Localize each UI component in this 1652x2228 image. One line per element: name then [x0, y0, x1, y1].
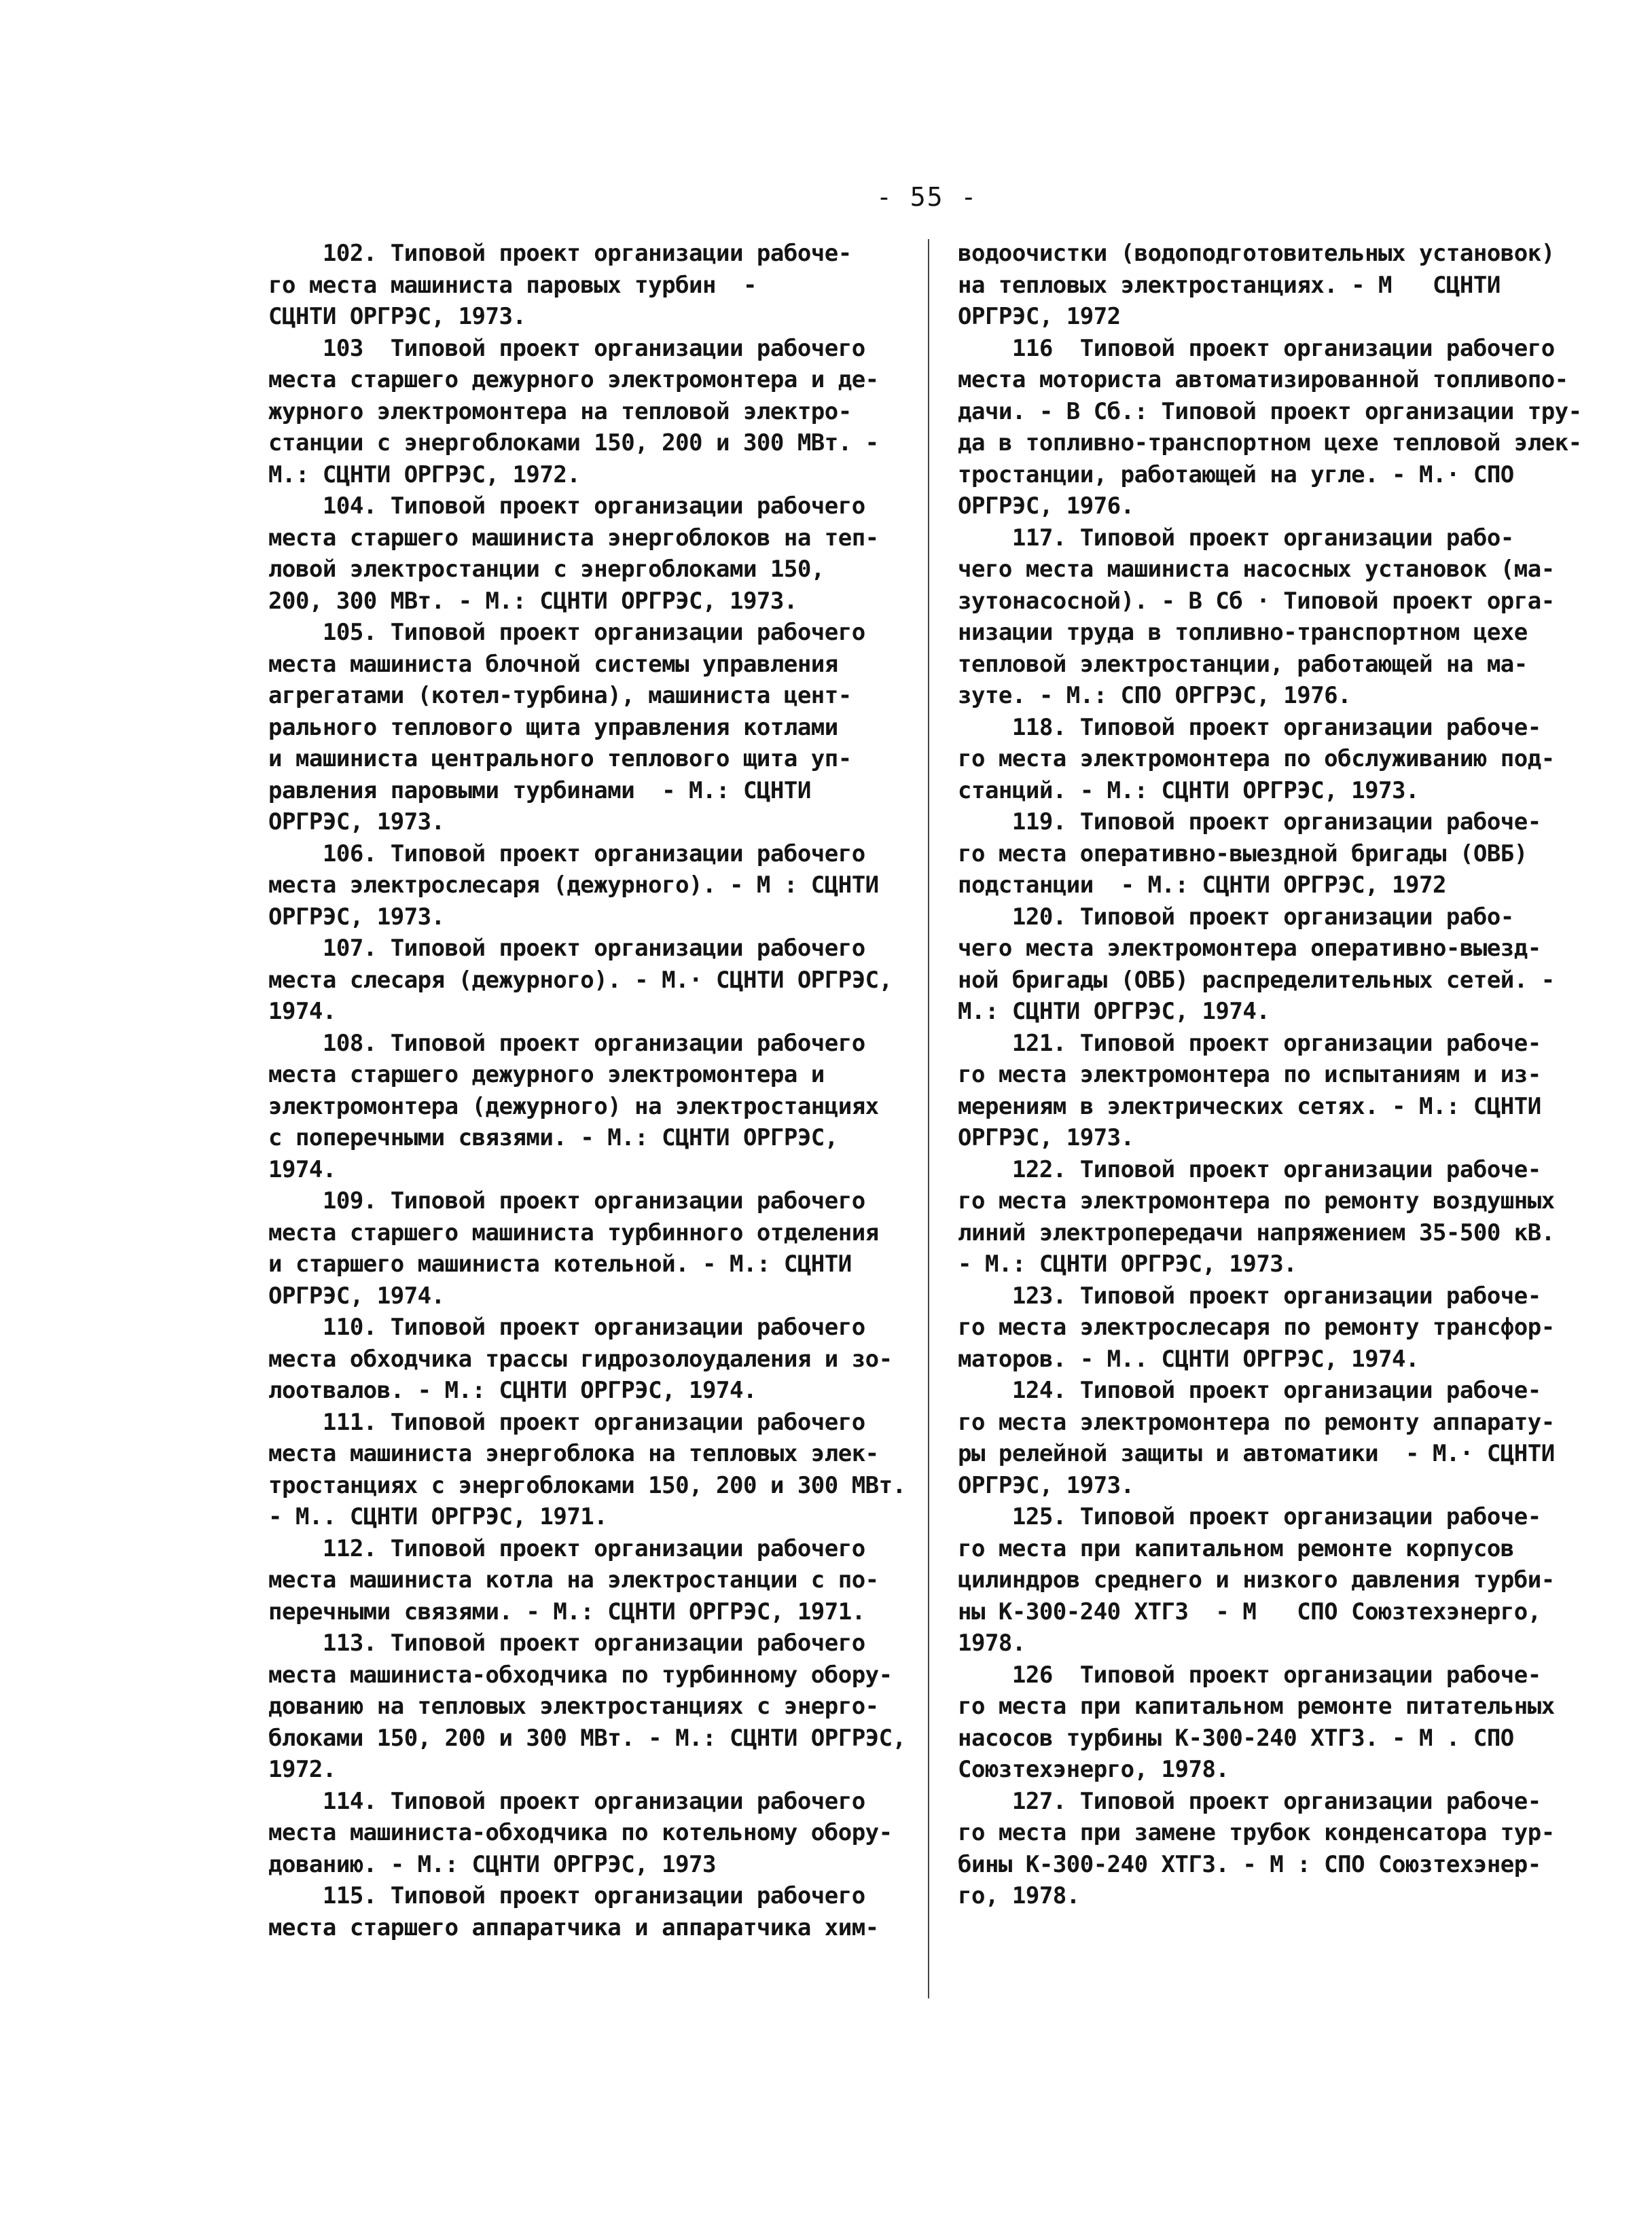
text-line: места старшего дежурного электромонтера и: [268, 1061, 825, 1088]
text-line: места слесаря (дежурного). - М.· СЦНТИ ОРГРЭС,: [268, 966, 893, 994]
text-line: цилиндров среднего и низкого давления турби-: [958, 1566, 1555, 1594]
text-line: - М.. СЦНТИ ОРГРЭС, 1971.: [268, 1503, 608, 1530]
text-line: 113. Типовой проект организации рабочего: [268, 1630, 865, 1657]
text-line: насосов турбины К-300-240 ХТГЗ. - М . СПО: [958, 1724, 1514, 1752]
text-line: го места электромонтера по ремонту воздушных: [958, 1187, 1555, 1215]
text-line: 126 Типовой проект организации рабоче-: [958, 1661, 1541, 1689]
text-line: 127. Типовой проект организации рабоче-: [958, 1787, 1541, 1815]
text-line: линий электропередачи напряжением 35-500 кВ.: [958, 1219, 1555, 1246]
text-line: места старшего машиниста энергоблоков на теп-: [268, 524, 879, 552]
text-line: места старшего дежурного электромонтера и де-: [268, 366, 879, 393]
text-line: ры релейной защиты и автоматики - М.· СЦНТИ: [958, 1440, 1555, 1467]
text-line: 1974.: [268, 998, 336, 1025]
text-line: 200, 300 МВт. - М.: СЦНТИ ОРГРЭС, 1973.: [268, 587, 797, 615]
text-line: и старшего машиниста котельной. - М.: СЦНТИ: [268, 1251, 852, 1278]
text-line: 102. Типовой проект организации рабоче-: [268, 240, 852, 267]
text-line: низации труда в топливно-транспортном цехе: [958, 619, 1528, 646]
text-line: агрегатами (котел-турбина), машиниста цент-: [268, 682, 852, 709]
text-line: 121. Типовой проект организации рабоче-: [958, 1029, 1541, 1057]
text-line: 124. Типовой проект организации рабоче-: [958, 1377, 1541, 1404]
text-line: места электрослесаря (дежурного). - М : СЦНТИ: [268, 872, 879, 899]
text-line: 111. Типовой проект организации рабочего: [268, 1408, 865, 1436]
text-line: 104. Типовой проект организации рабочего: [268, 492, 865, 520]
text-line: ОРГРЭС, 1972: [958, 303, 1121, 330]
text-line: го места электромонтера по обслуживанию под-: [958, 745, 1555, 772]
left-column: [268, 238, 906, 1943]
text-line: с поперечными связями. - М.: СЦНТИ ОРГРЭС,: [268, 1124, 838, 1151]
text-line: ны К-300-240 ХТГЗ - М СПО Союзтехэнерго,: [958, 1598, 1541, 1625]
text-line: 120. Типовой проект организации рабо-: [958, 903, 1514, 931]
text-line: тростанциях с энергоблоками 150, 200 и 300 МВт.: [268, 1471, 906, 1499]
text-line: тростанции, работающей на угле. - М.· СПО: [958, 461, 1514, 488]
text-line: места старшего аппаратчика и аппаратчика хим-: [268, 1913, 879, 1941]
page-number: - 55 -: [876, 182, 978, 212]
text-line: блоками 150, 200 и 300 МВт. - М.: СЦНТИ ОРГРЭС,: [268, 1724, 906, 1752]
text-line: 107. Типовой проект организации рабочего: [268, 935, 865, 962]
text-line: 1972.: [268, 1756, 336, 1783]
text-line: ОРГРЭС, 1973.: [958, 1124, 1134, 1151]
text-line: маторов. - М.. СЦНТИ ОРГРЭС, 1974.: [958, 1345, 1419, 1373]
text-line: тепловой электростанции, работающей на ма-: [958, 650, 1528, 678]
text-line: места машиниста-обходчика по котельному обору-: [268, 1819, 893, 1846]
text-line: 115. Типовой проект организации рабочего: [268, 1882, 865, 1909]
column-divider: [928, 239, 929, 1998]
text-line: журного электромонтера на тепловой электро-: [268, 397, 852, 425]
text-line: места машиниста котла на электростанции с по-: [268, 1566, 879, 1594]
right-column: [958, 238, 1582, 1912]
text-line: 118. Типовой проект организации рабоче-: [958, 713, 1541, 741]
text-line: станций. - М.: СЦНТИ ОРГРЭС, 1973.: [958, 776, 1419, 804]
text-line: го места при капитальном ремонте питательных: [958, 1693, 1555, 1720]
text-line: электромонтера (дежурного) на электростанциях: [268, 1092, 879, 1120]
text-line: ОРГРЭС, 1973.: [268, 903, 445, 931]
text-line: водоочистки (водоподготовительных установок): [958, 240, 1555, 267]
text-line: рального теплового щита управления котлами: [268, 713, 838, 741]
text-line: места обходчика трассы гидрозолоудаления и зо-: [268, 1345, 893, 1373]
text-line: перечными связями. - М.: СЦНТИ ОРГРЭС, 1971.: [268, 1598, 865, 1625]
text-line: места моториста автоматизированной топливопо-: [958, 366, 1568, 393]
text-line: места машиниста энергоблока на тепловых элек-: [268, 1440, 879, 1467]
text-line: го места машиниста паровых турбин -: [268, 271, 757, 299]
text-line: зутонасосной). - В Сб · Типовой проект орга-: [958, 587, 1555, 615]
text-line: 117. Типовой проект организации рабо-: [958, 524, 1514, 552]
text-line: го места оперативно-выездной бригады (ОВБ): [958, 840, 1528, 867]
text-line: места машиниста-обходчика по турбинному обору-: [268, 1661, 893, 1689]
text-line: подстанции - М.: СЦНТИ ОРГРЭС, 1972: [958, 872, 1446, 899]
text-line: чего места электромонтера оперативно-выезд-: [958, 935, 1541, 962]
text-line: ОРГРЭС, 1973.: [958, 1471, 1134, 1499]
text-line: дованию на тепловых электростанциях с энерго-: [268, 1693, 879, 1720]
text-line: на тепловых электростанциях. - М СЦНТИ: [958, 271, 1501, 299]
text-line: го места при капитальном ремонте корпусов: [958, 1534, 1514, 1562]
text-line: места старшего машиниста турбинного отделения: [268, 1219, 879, 1246]
text-line: М.: СЦНТИ ОРГРЭС, 1974.: [958, 998, 1270, 1025]
text-line: ОРГРЭС, 1973.: [268, 808, 445, 836]
text-line: го места при замене трубок конденсатора тур-: [958, 1819, 1555, 1846]
text-line: ловой электростанции с энергоблоками 150,: [268, 556, 825, 583]
text-line: 119. Типовой проект организации рабоче-: [958, 808, 1541, 836]
text-line: равления паровыми турбинами - М.: СЦНТИ: [268, 776, 811, 804]
text-line: места машиниста блочной системы управления: [268, 650, 838, 678]
text-line: СЦНТИ ОРГРЭС, 1973.: [268, 303, 526, 330]
text-line: 1978.: [958, 1630, 1026, 1657]
text-line: 103 Типовой проект организации рабочего: [268, 334, 865, 362]
text-line: 109. Типовой проект организации рабочего: [268, 1187, 865, 1215]
text-line: и машиниста центрального теплового щита уп-: [268, 745, 852, 772]
text-line: 108. Типовой проект организации рабочего: [268, 1029, 865, 1057]
text-line: дованию. - М.: СЦНТИ ОРГРЭС, 1973: [268, 1850, 717, 1878]
text-line: дачи. - В Сб.: Типовой проект организации тру-: [958, 397, 1582, 425]
text-line: бины К-300-240 ХТГЗ. - М : СПО Союзтехэнер-: [958, 1850, 1541, 1878]
text-line: 112. Типовой проект организации рабочего: [268, 1534, 865, 1562]
text-line: станции с энергоблоками 150, 200 и 300 МВт. -: [268, 429, 879, 456]
text-line: го места электрослесаря по ремонту трансфор-: [958, 1314, 1555, 1341]
text-line: го места электромонтера по ремонту аппарату-: [958, 1408, 1555, 1436]
text-line: 1974.: [268, 1155, 336, 1183]
text-line: 114. Типовой проект организации рабочего: [268, 1787, 865, 1815]
text-line: зуте. - М.: СПО ОРГРЭС, 1976.: [958, 682, 1352, 709]
text-line: ОРГРЭС, 1976.: [958, 492, 1134, 520]
text-line: 106. Типовой проект организации рабочего: [268, 840, 865, 867]
text-line: ной бригады (ОВБ) распределительных сетей. -: [958, 966, 1555, 994]
text-line: - М.: СЦНТИ ОРГРЭС, 1973.: [958, 1251, 1297, 1278]
text-line: Союзтехэнерго, 1978.: [958, 1756, 1229, 1783]
text-line: да в топливно-транспортном цехе тепловой элек-: [958, 429, 1582, 456]
text-line: 116 Типовой проект организации рабочего: [958, 334, 1555, 362]
text-line: мерениям в электрических сетях. - М.: СЦНТИ: [958, 1092, 1541, 1120]
text-line: чего места машиниста насосных установок (ма-: [958, 556, 1555, 583]
text-line: ОРГРЭС, 1974.: [268, 1282, 445, 1310]
text-line: 123. Типовой проект организации рабоче-: [958, 1282, 1541, 1310]
text-line: 105. Типовой проект организации рабочего: [268, 619, 865, 646]
text-line: 125. Типовой проект организации рабоче-: [958, 1503, 1541, 1530]
text-line: М.: СЦНТИ ОРГРЭС, 1972.: [268, 461, 581, 488]
text-line: 122. Типовой проект организации рабоче-: [958, 1155, 1541, 1183]
text-line: лоотвалов. - М.: СЦНТИ ОРГРЭС, 1974.: [268, 1377, 757, 1404]
text-line: 110. Типовой проект организации рабочего: [268, 1314, 865, 1341]
text-line: го, 1978.: [958, 1882, 1080, 1909]
text-line: го места электромонтера по испытаниям и из-: [958, 1061, 1541, 1088]
